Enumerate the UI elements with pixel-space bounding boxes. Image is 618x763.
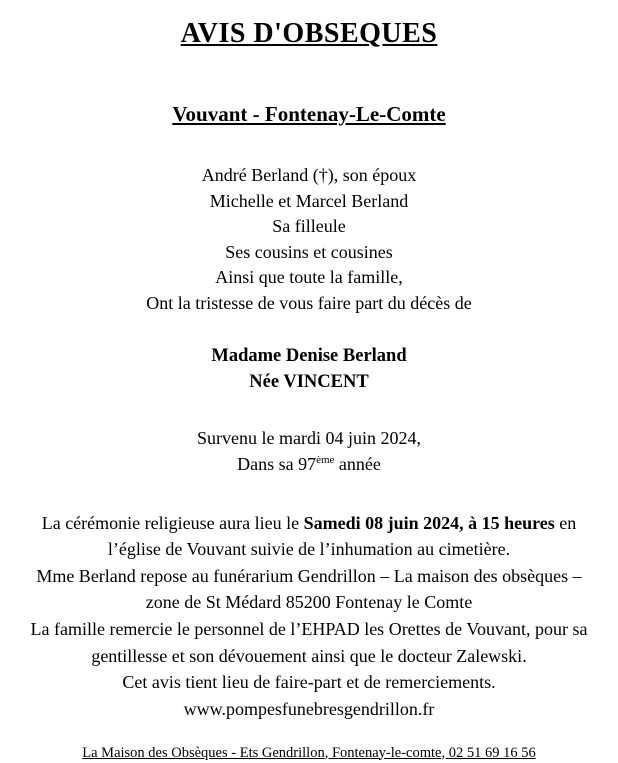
- deceased-info: [211, 344, 406, 395]
- death-age-ordinal: ème: [316, 454, 335, 467]
- ceremony-text-after: en l’église de Vouvant suivie de l’inhumation au cimetière.: [107, 512, 577, 560]
- page-title: AVIS D'OBSEQUES: [180, 18, 438, 49]
- ceremony-line-1: [19, 510, 599, 563]
- death-age: [197, 451, 421, 477]
- deceased-maiden-name: Née VINCENT: [249, 371, 369, 392]
- death-age-prefix: Dans sa 97: [237, 454, 317, 475]
- ceremony-line-3: La famille remercie le personnel de l’EHPAD les Orettes de Vouvant, pour sa gentillesse et son dévouement ainsi que le docteur Zalewski.: [30, 619, 588, 666]
- footer-contact: La Maison des Obsèques - Ets Gendrillon, Fontenay-le-comte, 02 51 69 16 56: [82, 744, 536, 761]
- family-announcement: [146, 163, 471, 316]
- deceased-name: Madame Denise Berland: [211, 346, 407, 367]
- family-line: André Berland (†), son époux: [201, 165, 417, 185]
- ceremony-line-4: Cet avis tient lieu de faire-part et de remerciements.: [122, 672, 496, 693]
- locality-heading: Vouvant - Fontenay-Le-Comte: [172, 102, 446, 126]
- ceremony-text-before: La cérémonie religieuse aura lieu le: [41, 512, 304, 533]
- ceremony-datetime: Samedi 08 juin 2024, à 15 heures: [303, 512, 555, 533]
- death-date: Survenu le mardi 04 juin 2024,: [197, 428, 421, 449]
- ceremony-line-2: Mme Berland repose au funérarium Gendrillon – La maison des obsèques – zone de St Médard 85200 Fontenay le Comte: [36, 565, 582, 613]
- family-line: Ont la tristesse de vous faire part du décès de: [146, 292, 472, 313]
- death-age-word: année: [334, 454, 381, 475]
- website-link[interactable]: www.pompesfunebresgendrillon.fr: [183, 698, 435, 719]
- ceremony-details: [19, 510, 599, 723]
- family-line: Michelle et Marcel Berland: [209, 190, 409, 211]
- death-details: [197, 425, 421, 477]
- family-line: Ainsi que toute la famille,: [215, 267, 403, 288]
- family-line: Sa filleule: [272, 216, 346, 237]
- family-line: Ses cousins et cousines: [225, 241, 393, 262]
